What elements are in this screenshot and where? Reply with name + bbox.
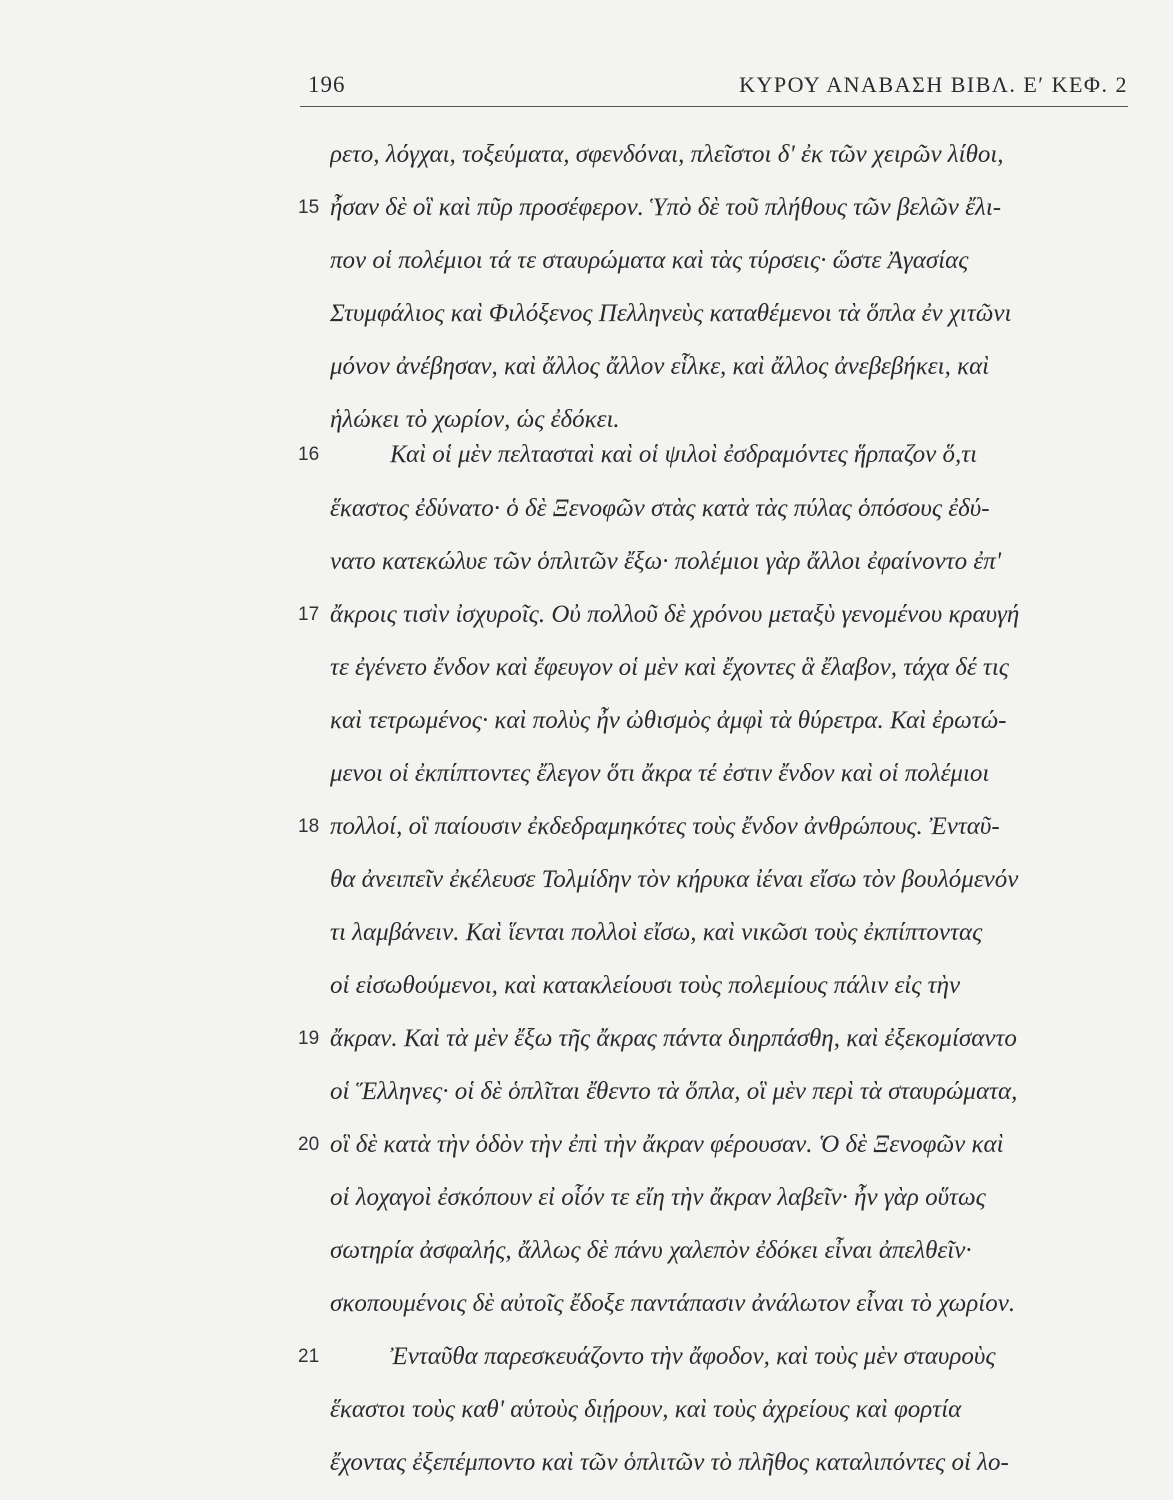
- text-line: ἕκαστοι τοὺς καθ' αὑτοὺς διῄρουν, καὶ τοὺς ἀχρείους καὶ φορτία: [330, 1396, 962, 1423]
- text-line: ἡλώκει τὸ χωρίον, ὡς ἐδόκει.: [330, 406, 620, 433]
- text-line: πολλοί, οἳ παίουσιν ἐκδεδραμηκότες τοὺς ἔνδον ἀνθρώπους. Ἐνταῦ-: [330, 813, 1000, 840]
- text-line: ἄκροις τισὶν ἰσχυροῖς. Οὐ πολλοῦ δὲ χρόνου μεταξὺ γενομένου κραυγή: [330, 601, 1020, 628]
- text-line: ἔχοντας ἐξεπέμποντο καὶ τῶν ὁπλιτῶν τὸ πλῆθος καταλιπόντες οἱ λο-: [330, 1449, 1009, 1476]
- running-head: ΚΥΡΟΥ ΑΝΑΒΑΣΗ ΒΙΒΛ. Ε′ ΚΕΦ. 2: [739, 72, 1128, 97]
- text-line: Στυμφάλιος καὶ Φιλόξενος Πελληνεὺς καταθέμενοι τὰ ὅπλα ἐν χιτῶνι: [330, 300, 1012, 327]
- text-line: Ἐνταῦθα παρεσκευάζοντο τὴν ἄφοδον, καὶ τοὺς μὲν σταυροὺς: [390, 1343, 996, 1370]
- text-line: ἄκραν. Καὶ τὰ μὲν ἔξω τῆς ἄκρας πάντα διηρπάσθη, καὶ ἐξεκομίσαντο: [330, 1025, 1017, 1052]
- section-number: 20: [298, 1134, 320, 1155]
- text-line: σκοπουμένοις δὲ αὐτοῖς ἔδοξε παντάπασιν ἀνάλωτον εἶναι τὸ χωρίον.: [330, 1290, 1016, 1317]
- text-line: ρετο, λόγχαι, τοξεύματα, σφενδόναι, πλεῖστοι δ' ἐκ τῶν χειρῶν λίθοι,: [330, 141, 1004, 168]
- text-line: ἦσαν δὲ οἳ καὶ πῦρ προσέφερον. Ὑπὸ δὲ τοῦ πλήθους τῶν βελῶν ἔλι-: [330, 194, 1002, 221]
- text-line: πον οἱ πολέμιοι τά τε σταυρώματα καὶ τὰς τύρσεις· ὥστε Ἀγασίας: [330, 247, 969, 274]
- page-number: 196: [308, 72, 346, 97]
- text-line: οἱ εἰσωθούμενοι, καὶ κατακλείουσι τοὺς πολεμίους πάλιν εἰς τὴν: [330, 972, 961, 999]
- text-line: Καὶ οἱ μὲν πελτασταὶ καὶ οἱ ψιλοὶ ἐσδραμόντες ἥρπαζον ὅ,τι: [390, 441, 978, 468]
- text-line: τι λαμβάνειν. Καὶ ἵενται πολλοὶ εἴσω, καὶ νικῶσι τοὺς ἐκπίπτοντας: [330, 919, 983, 946]
- text-line: ἕκαστος ἐδύνατο· ὁ δὲ Ξενοφῶν στὰς κατὰ τὰς πύλας ὁπόσους ἐδύ-: [330, 495, 990, 522]
- section-number: 19: [298, 1028, 320, 1049]
- text-line: οἱ Ἕλληνες· οἱ δὲ ὁπλῖται ἔθεντο τὰ ὅπλα, οἳ μὲν περὶ τὰ σταυρώματα,: [330, 1078, 1018, 1105]
- text-line: μενοι οἱ ἐκπίπτοντες ἔλεγον ὅτι ἄκρα τέ ἐστιν ἔνδον καὶ οἱ πολέμιοι: [330, 760, 990, 787]
- section-number: 15: [298, 197, 320, 218]
- page-header: [300, 66, 1128, 107]
- text-line: μόνον ἀνέβησαν, καὶ ἄλλος ἄλλον εἷλκε, καὶ ἄλλος ἀνεβεβήκει, καὶ: [330, 353, 990, 380]
- section-number: 16: [298, 444, 320, 465]
- section-number: 17: [298, 604, 320, 625]
- text-line: οἳ δὲ κατὰ τὴν ὁδὸν τὴν ἐπὶ τὴν ἄκραν φέρουσαν. Ὁ δὲ Ξενοφῶν καὶ: [330, 1131, 1004, 1158]
- section-number: 18: [298, 816, 320, 837]
- section-number: 21: [298, 1346, 320, 1367]
- text-line: τε ἐγένετο ἔνδον καὶ ἔφευγον οἱ μὲν καὶ ἔχοντες ἃ ἔλαβον, τάχα δέ τις: [330, 654, 1009, 681]
- text-line: σωτηρία ἀσφαλής, ἄλλως δὲ πάνυ χαλεπὸν ἐδόκει εἶναι ἀπελθεῖν·: [330, 1237, 972, 1264]
- text-line: καὶ τετρωμένος· καὶ πολὺς ἦν ὠθισμὸς ἀμφὶ τὰ θύρετρα. Καὶ ἐρωτώ-: [330, 707, 1007, 734]
- text-line: θα ἀνειπεῖν ἐκέλευσε Τολμίδην τὸν κήρυκα ἰέναι εἴσω τὸν βουλόμενόν: [330, 866, 1019, 893]
- text-line: οἱ λοχαγοὶ ἐσκόπουν εἰ οἷόν τε εἴη τὴν ἄκραν λαβεῖν· ἦν γὰρ οὕτως: [330, 1184, 986, 1211]
- text-line: νατο κατεκώλυε τῶν ὁπλιτῶν ἔξω· πολέμιοι γὰρ ἄλλοι ἐφαίνοντο ἐπ': [330, 548, 1002, 575]
